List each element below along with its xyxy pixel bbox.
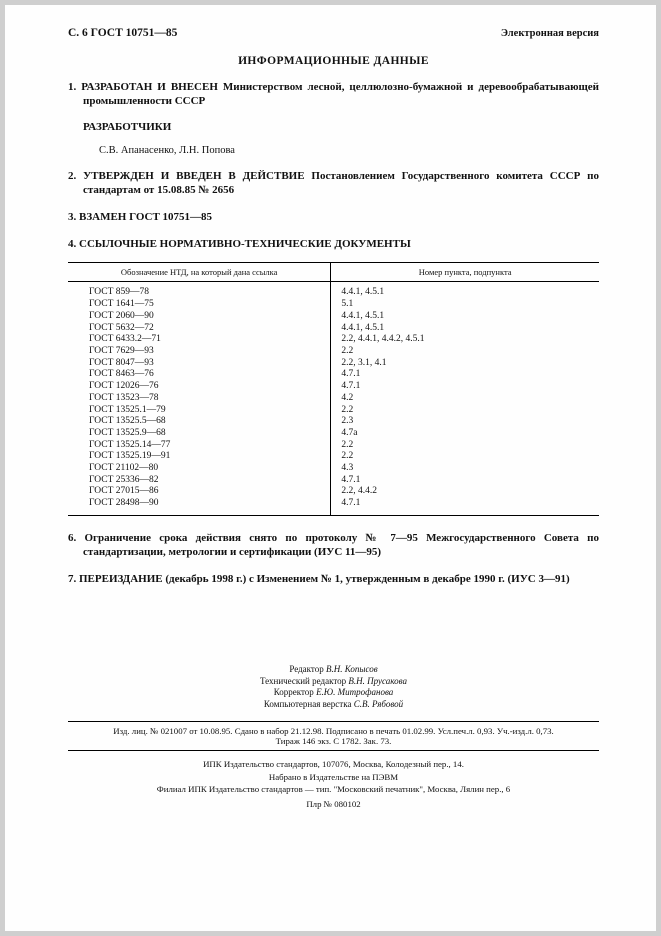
credit-name: Е.Ю. Митрофанова — [316, 687, 394, 698]
item-3-replaces: 3. ВЗАМЕН ГОСТ 10751—85 — [68, 211, 213, 224]
cell-clause-number: 2.2 — [341, 451, 354, 462]
publisher-branch-line: Филиал ИПК Издательство стандартов — тип. "Московский печатник", Москва, Лялин пер., 6 — [156, 784, 511, 795]
publisher-typeset-line: Набрано в Издательстве на ПЭВМ — [268, 771, 399, 782]
cell-ntd-designation: ГОСТ 8463—76 — [68, 369, 331, 381]
cell-clause-number: 4.7.1 — [341, 381, 361, 392]
cell-clause-number: 2.2, 4.4.2 — [341, 486, 377, 497]
item-4-references-heading: 4. ССЫЛОЧНЫЕ НОРМАТИВНО-ТЕХНИЧЕСКИЕ ДОКУМЕНТЫ — [68, 238, 411, 251]
table-row — [68, 299, 599, 311]
table-row — [68, 416, 599, 428]
cell-ntd-designation: ГОСТ 13525.5—68 — [68, 416, 331, 428]
divider-imprint-top — [68, 721, 599, 722]
publisher-permit-number: Плр № 080102 — [306, 798, 361, 809]
document-page — [5, 5, 656, 931]
page-header-left: С. 6 ГОСТ 10751—85 — [68, 27, 178, 39]
cell-clause-number: 2.2 — [341, 404, 354, 415]
col-header-ntd-designation: Обозначение НТД, на который дана ссылка — [68, 263, 331, 281]
page-header-right: Электронная версия — [500, 28, 599, 39]
table-row — [68, 381, 599, 393]
credit-name: С.В. Рябовой — [353, 698, 404, 709]
credit-name: В.Н. Прусакова — [348, 675, 408, 686]
item-7-reissue-note: 7. ПЕРЕИЗДАНИЕ (декабрь 1998 г.) с Изменением № 1, утвержденным в декабре 1990 г. (ИУС 3—91) — [68, 572, 570, 585]
table-row — [68, 475, 599, 487]
cell-ntd-designation: ГОСТ 6433.2—71 — [68, 334, 331, 346]
cell-ntd-designation: ГОСТ 13525.9—68 — [68, 428, 331, 440]
imprint-line-1: Изд. лиц. № 021007 от 10.08.95. Сдано в набор 21.12.98. Подписано в печать 01.02.99. Усл.печ.л. 0,93. Уч.-изд.л. 0,73. — [113, 726, 554, 737]
cell-clause-number: 4.4.1, 4.5.1 — [341, 287, 385, 298]
cell-clause-number: 4.7.1 — [341, 369, 361, 380]
cell-clause-number: 2.3 — [341, 416, 354, 427]
cell-ntd-designation: ГОСТ 13525.1—79 — [68, 405, 331, 417]
cell-ntd-designation: ГОСТ 13525.14—77 — [68, 440, 331, 452]
references-table-header — [68, 263, 599, 282]
item-1-developed-by: 1. РАЗРАБОТАН И ВНЕСЕН Министерством лесной, целлюлозно-бумажной и деревообрабатывающей промышленности СССР — [68, 81, 599, 108]
credits-block — [68, 664, 599, 710]
credit-role: Компьютерная верстка — [263, 698, 352, 709]
credit-role: Технический редактор — [259, 675, 347, 686]
credit-role: Редактор — [289, 664, 324, 675]
cell-clause-number: 2.2, 3.1, 4.1 — [341, 357, 387, 368]
cell-clause-number: 4.7а — [341, 427, 358, 438]
cell-clause-number: 4.4.1, 4.5.1 — [341, 310, 385, 321]
table-row — [68, 440, 599, 452]
col-header-clause-number: Номер пункта, подпункта — [418, 267, 512, 278]
table-row — [68, 358, 599, 370]
credit-line — [68, 687, 599, 699]
table-row — [68, 311, 599, 323]
cell-ntd-designation: ГОСТ 13523—78 — [68, 393, 331, 405]
table-row — [68, 334, 599, 346]
cell-ntd-designation: ГОСТ 21102—80 — [68, 463, 331, 475]
table-row — [68, 393, 599, 405]
credit-name: В.Н. Копысов — [326, 664, 378, 675]
table-row — [68, 346, 599, 358]
table-row — [68, 486, 599, 498]
cell-ntd-designation: ГОСТ 7629—93 — [68, 346, 331, 358]
cell-clause-number: 4.7.1 — [341, 498, 361, 509]
references-table-body — [68, 282, 599, 514]
publisher-block — [68, 758, 599, 810]
table-row — [68, 451, 599, 463]
divider-imprint-bottom — [68, 750, 599, 751]
cell-ntd-designation: ГОСТ 25336—82 — [68, 475, 331, 487]
cell-ntd-designation: ГОСТ 5632—72 — [68, 323, 331, 335]
cell-clause-number: 2.2 — [341, 345, 354, 356]
cell-clause-number: 2.2 — [341, 439, 354, 450]
credit-role: Корректор — [273, 687, 314, 698]
cell-clause-number: 4.3 — [341, 463, 354, 474]
page-header — [68, 27, 599, 39]
item-6-validity-note: 6. Ограничение срока действия снято по протоколу № 7—95 Межгосударственного Совета по стандартизации, метрологии и сертификации (ИУС 11—95) — [68, 531, 599, 558]
cell-clause-number: 4.2 — [341, 392, 354, 403]
cell-ntd-designation: ГОСТ 1641—75 — [68, 299, 331, 311]
credit-line — [68, 699, 599, 711]
table-row — [68, 463, 599, 475]
table-row — [68, 428, 599, 440]
developers-names: С.В. Апанасенко, Л.Н. Попова — [99, 145, 235, 157]
table-row — [68, 405, 599, 417]
table-row — [68, 282, 599, 299]
cell-ntd-designation: ГОСТ 27015—86 — [68, 486, 331, 498]
cell-ntd-designation: ГОСТ 8047—93 — [68, 358, 331, 370]
cell-ntd-designation: ГОСТ 12026—76 — [68, 381, 331, 393]
cell-ntd-designation: ГОСТ 2060—90 — [68, 311, 331, 323]
cell-ntd-designation: ГОСТ 13525.19—91 — [68, 451, 331, 463]
cell-clause-number: 4.7.1 — [341, 474, 361, 485]
imprint-line-2: Тираж 146 экз. С 1782. Зак. 73. — [275, 736, 392, 747]
table-row — [68, 498, 599, 515]
credit-line — [68, 676, 599, 688]
cell-clause-number: 5.1 — [341, 299, 354, 310]
references-table — [68, 262, 599, 515]
section-title: ИНФОРМАЦИОННЫЕ ДАННЫЕ — [238, 55, 429, 67]
table-row — [68, 323, 599, 335]
developers-label: РАЗРАБОТЧИКИ — [83, 121, 172, 134]
cell-clause-number: 2.2, 4.4.1, 4.4.2, 4.5.1 — [341, 334, 425, 345]
cell-ntd-designation: ГОСТ 859—78 — [68, 282, 331, 299]
table-row — [68, 369, 599, 381]
cell-clause-number: 4.4.1, 4.5.1 — [341, 322, 385, 333]
cell-ntd-designation: ГОСТ 28498—90 — [68, 498, 331, 515]
item-2-approved: 2. УТВЕРЖДЕН И ВВЕДЕН В ДЕЙСТВИЕ Постановлением Государственного комитета СССР по стандартам от 15.08.85 № 2656 — [68, 170, 599, 197]
publisher-address-line: ИПК Издательство стандартов, 107076, Москва, Колодезный пер., 14. — [203, 759, 464, 770]
credit-line — [68, 664, 599, 676]
